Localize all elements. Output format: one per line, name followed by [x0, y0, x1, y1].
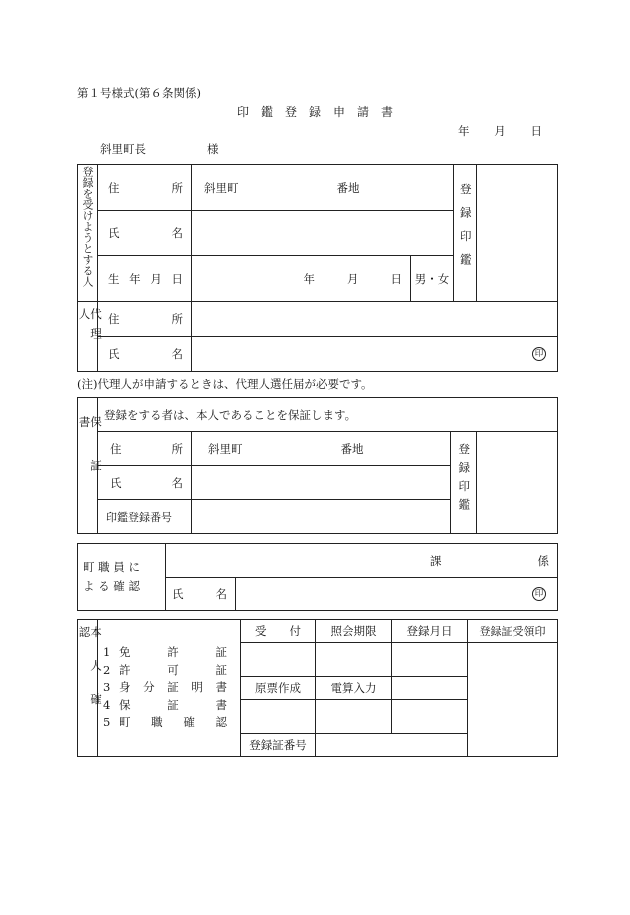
guarantee-seal-no-field[interactable] [192, 500, 451, 534]
identity-item[interactable] [103, 679, 240, 697]
identity-item-text: 許 可 証 [119, 662, 227, 677]
staff-name-label: 氏 名 [166, 578, 236, 611]
identity-item-number: 4 [103, 697, 111, 712]
staff-section-field[interactable] [166, 544, 558, 578]
applicant-seal-box[interactable] [477, 165, 558, 302]
identity-item[interactable] [103, 662, 240, 680]
identity-item-number: 1 [103, 645, 111, 660]
identity-item-text: 身 分 証 明 書 [119, 680, 227, 695]
ledger-extra-field[interactable] [392, 677, 468, 700]
applicant-address-suffix: 番地 [336, 180, 360, 195]
identity-table [77, 619, 558, 757]
form-number: 第１号様式(第６条関係) [77, 86, 201, 100]
guarantee-seal-no-label: 印鑑登録番号 [98, 500, 192, 534]
computer-extra-field[interactable] [392, 700, 468, 734]
identity-item-text: 免 許 証 [119, 645, 227, 660]
applicant-name-label: 氏 名 [98, 211, 192, 256]
applicant-address-prefix: 斜里町 [204, 180, 239, 195]
identity-list [98, 620, 241, 757]
receipt-label: 受 付 [241, 620, 316, 643]
date-year: 年 [458, 124, 470, 138]
applicant-sex-field[interactable]: 男・女 [411, 256, 454, 302]
guarantee-group-label: 保証書 [78, 398, 98, 534]
honorific: 様 [207, 142, 219, 156]
form-title: 印 鑑 登 録 申 請 書 [237, 105, 394, 119]
staff-table [77, 543, 558, 611]
card-no-field[interactable] [316, 734, 558, 757]
birth-month: 月 [347, 271, 359, 286]
guarantee-address-label: 住 所 [98, 432, 192, 466]
card-receipt-label: 登録証受領印 [468, 620, 558, 643]
reg-date-label: 登録月日 [392, 620, 468, 643]
agent-name-label: 氏 名 [98, 337, 192, 372]
receipt-field[interactable] [241, 643, 316, 677]
identity-group-label: 本人確認 [78, 620, 98, 757]
applicant-table [77, 164, 558, 372]
identity-item-number: 2 [103, 662, 111, 677]
guarantee-seal-box[interactable] [477, 432, 558, 534]
identity-item-number: 3 [103, 680, 111, 695]
agent-address-label: 住 所 [98, 302, 192, 337]
staff-label-line1: 町 職 員 に [83, 560, 140, 574]
guarantee-address-suffix: 番地 [340, 441, 364, 456]
identity-item[interactable] [103, 714, 240, 732]
guarantee-seal-label: 登録印鑑 [451, 432, 477, 534]
inquiry-field[interactable] [316, 643, 392, 677]
card-no-label: 登録証番号 [241, 734, 316, 757]
applicant-address-label: 住 所 [98, 165, 192, 211]
birth-year: 年 [303, 271, 315, 286]
computer-label: 電算入力 [316, 677, 392, 700]
agent-note: (注)代理人が申請するときは、代理人選任届が必要です。 [77, 377, 373, 391]
addressee: 斜里町長 [100, 142, 146, 156]
guarantee-name-label: 氏 名 [98, 466, 192, 500]
guarantee-address-prefix: 斜里町 [208, 441, 243, 456]
applicant-group-label: 登録を受けようとする人 [78, 165, 98, 302]
date-month: 月 [494, 124, 506, 138]
agent-name-field[interactable] [192, 337, 558, 372]
agent-group-label: 代理人 [78, 302, 98, 372]
staff-name-field[interactable] [236, 578, 558, 611]
staff-label-line2: よ る 確 認 [83, 579, 140, 593]
inquiry-label: 照会期限 [316, 620, 392, 643]
ledger-field[interactable] [241, 700, 316, 734]
computer-field[interactable] [316, 700, 392, 734]
reg-date-field[interactable] [392, 643, 468, 677]
guarantee-address-field[interactable] [192, 432, 451, 466]
applicant-birth-label: 生 年 月 日 [98, 256, 192, 302]
date-day: 日 [530, 124, 542, 138]
date-line [458, 123, 542, 139]
applicant-birth-field[interactable] [192, 256, 411, 302]
guarantee-table [77, 397, 558, 534]
staff-section: 課 [430, 553, 442, 568]
identity-item-text: 保 証 書 [119, 697, 227, 712]
birth-day: 日 [390, 271, 402, 286]
ledger-label: 原票作成 [241, 677, 316, 700]
guarantee-statement: 登録をする者は、本人であることを保証します。 [98, 398, 558, 432]
staff-unit: 係 [537, 553, 549, 568]
guarantee-name-field[interactable] [192, 466, 451, 500]
agent-seal-mark: 印 [532, 347, 546, 361]
identity-item[interactable] [103, 697, 240, 715]
identity-item-text: 町 職 確 認 [119, 715, 227, 730]
staff-label [78, 544, 166, 611]
applicant-address-field[interactable] [192, 165, 454, 211]
identity-item[interactable] [103, 644, 240, 662]
staff-seal-mark: 印 [532, 587, 546, 601]
applicant-name-field[interactable] [192, 211, 454, 256]
agent-address-field[interactable] [192, 302, 558, 337]
applicant-seal-label: 登録印鑑 [454, 165, 477, 302]
identity-item-number: 5 [103, 715, 111, 730]
